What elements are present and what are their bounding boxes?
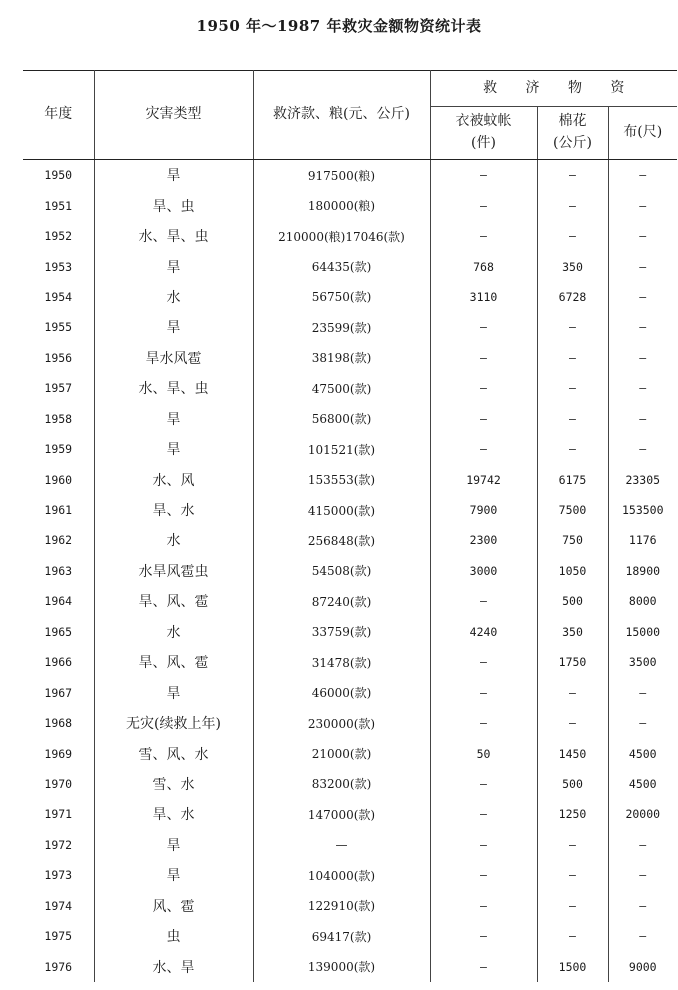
cell-cotton: 6728 — [537, 282, 608, 312]
cell-disaster-type: 水旱风雹虫 — [94, 556, 253, 586]
table-row — [23, 738, 677, 768]
cell-cotton: — — [537, 860, 608, 890]
table-row — [23, 677, 677, 707]
cell-year: 1952 — [23, 221, 94, 251]
table-row — [23, 586, 677, 616]
table-row — [23, 921, 677, 951]
cell-cloth: — — [639, 381, 647, 396]
cell-cloth: 18900 — [625, 563, 661, 578]
cell-disaster-type: 旱 — [94, 160, 253, 191]
cell-relief-funds-grain: 917500(粮) — [253, 160, 430, 191]
cell-year: 1972 — [23, 830, 94, 860]
table-body — [23, 160, 677, 982]
cell-cotton: — — [537, 373, 608, 403]
cell-year: 1975 — [23, 921, 94, 951]
cell-year: 1959 — [23, 434, 94, 464]
header-relief-materials: 救 济 物 资 — [430, 71, 677, 107]
cell-relief-funds-grain: 230000(款) — [253, 708, 430, 738]
cell-cotton: 750 — [537, 525, 608, 555]
table-row — [23, 891, 677, 921]
cell-cotton: — — [537, 190, 608, 220]
cell-disaster-type: 旱 — [94, 251, 253, 281]
cell-cotton: 1750 — [537, 647, 608, 677]
cell-cotton: — — [537, 434, 608, 464]
header-cloth: 布(尺) — [608, 107, 677, 160]
cell-quilts: 50 — [430, 738, 537, 768]
cell-disaster-type: 虫 — [94, 921, 253, 951]
cell-relief-funds-grain: 180000(粮) — [253, 190, 430, 220]
cell-cloth: — — [639, 716, 647, 731]
cell-disaster-type: 旱水风雹 — [94, 343, 253, 373]
table-row — [23, 160, 677, 191]
cell-relief-funds-grain: 31478(款) — [253, 647, 430, 677]
cell-cloth: — — [639, 168, 647, 183]
cell-relief-funds-grain: 139000(款) — [253, 951, 430, 981]
cell-relief-funds-grain: 46000(款) — [253, 677, 430, 707]
cell-relief-funds-grain: 64435(款) — [253, 251, 430, 281]
cell-quilts: — — [430, 312, 537, 342]
cell-year: 1955 — [23, 312, 94, 342]
table-row — [23, 708, 677, 738]
cell-quilts: — — [430, 221, 537, 251]
cell-quilts: — — [430, 343, 537, 373]
cell-quilts: — — [430, 951, 537, 981]
cell-quilts: 768 — [430, 251, 537, 281]
cell-quilts: 7900 — [430, 495, 537, 525]
cell-quilts: — — [430, 860, 537, 890]
cell-cotton: — — [537, 677, 608, 707]
cell-relief-funds-grain: 33759(款) — [253, 617, 430, 647]
cell-year: 1953 — [23, 251, 94, 281]
cell-cloth: — — [639, 320, 647, 335]
cell-disaster-type: 水 — [94, 525, 253, 555]
cell-relief-funds-grain: 122910(款) — [253, 891, 430, 921]
table-row — [23, 525, 677, 555]
cell-quilts: — — [430, 647, 537, 677]
cell-year: 1950 — [23, 160, 94, 191]
cell-disaster-type: 旱、风、雹 — [94, 586, 253, 616]
table-row — [23, 951, 677, 981]
cell-cotton: 1450 — [537, 738, 608, 768]
header-quilts-unit: (件) — [471, 135, 496, 151]
cell-quilts: — — [430, 708, 537, 738]
cell-disaster-type: 水 — [94, 282, 253, 312]
cell-quilts: 2300 — [430, 525, 537, 555]
cell-cotton: — — [537, 343, 608, 373]
cell-cloth: — — [639, 837, 647, 852]
cell-relief-funds-grain: 210000(粮)17046(款) — [253, 221, 430, 251]
table-row — [23, 282, 677, 312]
cell-disaster-type: 雪、水 — [94, 769, 253, 799]
cell-cotton: 6175 — [537, 464, 608, 494]
cell-relief-funds-grain: 23599(款) — [253, 312, 430, 342]
cell-cloth: — — [639, 198, 647, 213]
cell-year: 1974 — [23, 891, 94, 921]
cell-year: 1967 — [23, 677, 94, 707]
page-title: 1950 年～1987 年救灾金额物资统计表 — [196, 17, 482, 35]
header-cotton-unit: (公斤) — [553, 135, 592, 151]
cell-cloth: — — [639, 289, 647, 304]
cell-cloth: — — [639, 898, 647, 913]
cell-quilts: — — [430, 434, 537, 464]
cell-cloth: 15000 — [625, 624, 661, 639]
cell-quilts: — — [430, 190, 537, 220]
cell-year: 1964 — [23, 586, 94, 616]
cell-disaster-type: 水、风 — [94, 464, 253, 494]
cell-relief-funds-grain: 38198(款) — [253, 343, 430, 373]
cell-cloth: 153500 — [621, 503, 664, 518]
table-row — [23, 556, 677, 586]
cell-cloth: 3500 — [628, 655, 657, 670]
cell-quilts: 3000 — [430, 556, 537, 586]
cell-quilts: — — [430, 921, 537, 951]
cell-disaster-type: 水、旱、虫 — [94, 221, 253, 251]
cell-year: 1956 — [23, 343, 94, 373]
cell-relief-funds-grain: 21000(款) — [253, 738, 430, 768]
cell-quilts: 3110 — [430, 282, 537, 312]
cell-quilts: — — [430, 677, 537, 707]
table-row — [23, 799, 677, 829]
cell-cotton: — — [537, 312, 608, 342]
table-header — [23, 71, 677, 160]
cell-year: 1963 — [23, 556, 94, 586]
cell-relief-funds-grain: 256848(款) — [253, 525, 430, 555]
cell-relief-funds-grain: 47500(款) — [253, 373, 430, 403]
cell-cotton: — — [537, 404, 608, 434]
cell-cloth: — — [639, 350, 647, 365]
cell-cotton: 1500 — [537, 951, 608, 981]
cell-cloth: 9000 — [628, 959, 657, 974]
cell-relief-funds-grain: 415000(款) — [253, 495, 430, 525]
cell-cloth: 4500 — [628, 746, 657, 761]
header-cotton — [537, 107, 608, 160]
table-row — [23, 404, 677, 434]
cell-quilts: — — [430, 160, 537, 191]
cell-quilts: 4240 — [430, 617, 537, 647]
cell-cloth: — — [639, 259, 647, 274]
cell-relief-funds-grain: 69417(款) — [253, 921, 430, 951]
cell-year: 1970 — [23, 769, 94, 799]
cell-cotton: 1050 — [537, 556, 608, 586]
cell-year: 1957 — [23, 373, 94, 403]
cell-cotton: — — [537, 921, 608, 951]
cell-quilts: — — [430, 373, 537, 403]
disaster-relief-table — [23, 70, 677, 982]
cell-cloth: — — [639, 685, 647, 700]
cell-disaster-type: 水 — [94, 617, 253, 647]
cell-disaster-type: 旱、水 — [94, 495, 253, 525]
table-row — [23, 860, 677, 890]
cell-year: 1960 — [23, 464, 94, 494]
table-row — [23, 221, 677, 251]
cell-relief-funds-grain: 54508(款) — [253, 556, 430, 586]
cell-cloth: 23305 — [625, 472, 661, 487]
table-row — [23, 373, 677, 403]
cell-disaster-type: 旱、风、雹 — [94, 647, 253, 677]
cell-disaster-type: 水、旱 — [94, 951, 253, 981]
table-row — [23, 495, 677, 525]
cell-year: 1966 — [23, 647, 94, 677]
cell-year: 1971 — [23, 799, 94, 829]
cell-relief-funds-grain: 153553(款) — [253, 464, 430, 494]
table-row — [23, 312, 677, 342]
cell-year: 1965 — [23, 617, 94, 647]
cell-cloth: — — [639, 411, 647, 426]
cell-quilts: — — [430, 830, 537, 860]
cell-cotton: — — [537, 891, 608, 921]
header-disaster-type: 灾害类型 — [94, 71, 253, 160]
header-quilts-label: 衣被蚊帐 — [455, 113, 512, 130]
cell-year: 1954 — [23, 282, 94, 312]
table-row — [23, 830, 677, 860]
cell-relief-funds-grain: 147000(款) — [253, 799, 430, 829]
cell-relief-funds-grain: 101521(款) — [253, 434, 430, 464]
cell-disaster-type: 旱 — [94, 860, 253, 890]
table-row — [23, 190, 677, 220]
cell-cotton: 350 — [537, 617, 608, 647]
cell-year: 1962 — [23, 525, 94, 555]
cell-disaster-type: 旱、虫 — [94, 190, 253, 220]
cell-cotton: 500 — [537, 586, 608, 616]
cell-year: 1976 — [23, 951, 94, 981]
cell-quilts: — — [430, 404, 537, 434]
cell-cotton: — — [537, 708, 608, 738]
table-row — [23, 251, 677, 281]
cell-disaster-type: 旱 — [94, 434, 253, 464]
cell-year: 1961 — [23, 495, 94, 525]
cell-disaster-type: 旱 — [94, 312, 253, 342]
header-year: 年度 — [23, 71, 94, 160]
cell-cotton: — — [537, 830, 608, 860]
cell-cotton: 350 — [537, 251, 608, 281]
table-row — [23, 769, 677, 799]
cell-disaster-type: 风、雹 — [94, 891, 253, 921]
cell-relief-funds-grain: 83200(款) — [253, 769, 430, 799]
cell-cloth: — — [639, 868, 647, 883]
cell-disaster-type: 旱 — [94, 677, 253, 707]
cell-cloth: — — [639, 442, 647, 457]
table-row — [23, 464, 677, 494]
cell-quilts: — — [430, 769, 537, 799]
statistics-table-container — [23, 70, 677, 982]
cell-year: 1973 — [23, 860, 94, 890]
cell-cloth: 8000 — [628, 594, 657, 609]
header-cotton-label: 棉花 — [558, 113, 587, 130]
cell-relief-funds-grain: 87240(款) — [253, 586, 430, 616]
cell-year: 1968 — [23, 708, 94, 738]
cell-cloth: 1176 — [628, 533, 657, 548]
cell-quilts: — — [430, 891, 537, 921]
cell-disaster-type: 雪、风、水 — [94, 738, 253, 768]
cell-cotton: 500 — [537, 769, 608, 799]
cell-disaster-type: 旱 — [94, 830, 253, 860]
cell-quilts: — — [430, 799, 537, 829]
table-row — [23, 434, 677, 464]
table-row — [23, 617, 677, 647]
cell-disaster-type: 旱、水 — [94, 799, 253, 829]
cell-disaster-type: 旱 — [94, 404, 253, 434]
cell-cotton: 1250 — [537, 799, 608, 829]
cell-cloth: 4500 — [628, 776, 657, 791]
cell-year: 1969 — [23, 738, 94, 768]
header-quilts — [430, 107, 537, 160]
cell-relief-funds-grain: 56800(款) — [253, 404, 430, 434]
cell-quilts: — — [430, 586, 537, 616]
cell-disaster-type: 无灾(续救上年) — [94, 708, 253, 738]
cell-relief-funds-grain: — — [253, 830, 430, 860]
cell-cloth: — — [639, 929, 647, 944]
table-row — [23, 647, 677, 677]
cell-relief-funds-grain: 56750(款) — [253, 282, 430, 312]
table-row — [23, 343, 677, 373]
cell-cloth: — — [639, 229, 647, 244]
cell-disaster-type: 水、旱、虫 — [94, 373, 253, 403]
cell-year: 1951 — [23, 190, 94, 220]
cell-quilts: 19742 — [430, 464, 537, 494]
cell-cotton: — — [537, 160, 608, 191]
cell-cotton: — — [537, 221, 608, 251]
cell-relief-funds-grain: 104000(款) — [253, 860, 430, 890]
header-relief-funds-grain: 救济款、粮(元、公斤) — [253, 71, 430, 160]
cell-cloth: 20000 — [625, 807, 661, 822]
cell-year: 1958 — [23, 404, 94, 434]
cell-cotton: 7500 — [537, 495, 608, 525]
